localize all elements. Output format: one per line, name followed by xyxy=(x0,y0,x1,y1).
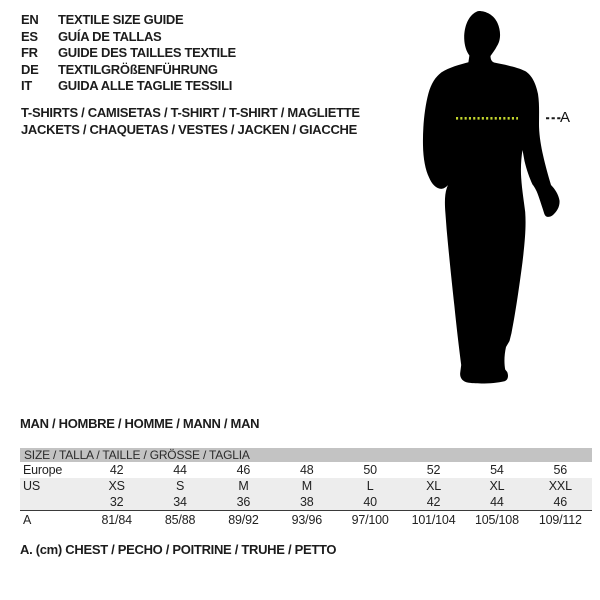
footnote-chest: A. (cm) CHEST / PECHO / POITRINE / TRUHE / PETTO xyxy=(20,542,337,557)
size-cell: 101/104 xyxy=(402,511,465,530)
size-cell: 56 xyxy=(553,463,568,477)
size-cell: XL xyxy=(402,478,465,494)
size-cell: 36 xyxy=(212,494,275,511)
size-cell: 109/112 xyxy=(529,511,592,530)
language-label: TEXTILGRÖßENFÜHRUNG xyxy=(58,61,218,77)
size-cell: M xyxy=(275,478,338,494)
size-cell: 48 xyxy=(300,463,314,477)
category-block xyxy=(21,104,360,138)
category-line-tshirts: T-SHIRTS / CAMISETAS / T-SHIRT / T-SHIRT / MAGLIETTE xyxy=(21,105,360,120)
size-cell: 105/108 xyxy=(465,511,528,530)
size-table-header: SIZE / TALLA / TAILLE / GRÖSSE / TAGLIA xyxy=(20,448,592,462)
size-table-wrap xyxy=(20,448,592,529)
language-row-fr xyxy=(21,45,236,62)
table-row-numeric xyxy=(20,494,592,511)
language-label: GUÍA DE TALLAS xyxy=(58,28,162,44)
man-silhouette xyxy=(408,0,578,400)
size-cell: M xyxy=(212,478,275,494)
size-cell: 42 xyxy=(109,463,124,477)
language-row-en xyxy=(21,12,236,29)
size-table-header-row xyxy=(20,448,592,462)
size-cell: S xyxy=(148,478,211,494)
size-cell: XS xyxy=(85,478,148,494)
language-row-it xyxy=(21,78,236,95)
size-cell: 46 xyxy=(236,463,251,477)
size-cell: 50 xyxy=(363,463,377,477)
size-cell: 40 xyxy=(339,494,402,511)
size-cell: 44 xyxy=(173,463,187,477)
row-label: US xyxy=(20,478,85,494)
language-label: GUIDA ALLE TAGLIE TESSILI xyxy=(58,78,233,94)
language-code: EN xyxy=(21,12,39,27)
size-cell: 81/84 xyxy=(85,511,148,530)
size-cell: 42 xyxy=(402,494,465,511)
size-cell: 54 xyxy=(490,463,504,477)
language-row-de xyxy=(21,62,236,79)
size-cell: L xyxy=(339,478,402,494)
silhouette-shape xyxy=(423,11,560,383)
language-code: IT xyxy=(21,78,32,94)
language-label: GUIDE DES TAILLES TEXTILE xyxy=(58,45,236,61)
size-table xyxy=(20,448,592,529)
row-label: Europe xyxy=(23,463,63,477)
language-legend xyxy=(21,12,236,95)
language-code: ES xyxy=(21,28,38,44)
size-cell: 93/96 xyxy=(275,511,338,530)
row-label: A xyxy=(20,511,85,530)
size-cell: XL xyxy=(465,478,528,494)
table-row-us xyxy=(20,478,592,494)
language-code: DE xyxy=(21,61,39,77)
language-code: FR xyxy=(21,45,38,61)
size-cell: 97/100 xyxy=(339,511,402,530)
row-label xyxy=(20,494,85,511)
size-cell: 32 xyxy=(85,494,148,511)
measure-label-a: A xyxy=(560,109,571,126)
size-cell: 46 xyxy=(529,494,592,511)
size-cell: 52 xyxy=(426,463,441,477)
table-row-europe xyxy=(20,462,592,478)
section-title-man: MAN / HOMBRE / HOMME / MANN / MAN xyxy=(20,416,260,431)
size-cell: 38 xyxy=(275,494,338,511)
language-label: TEXTILE SIZE GUIDE xyxy=(58,12,184,27)
size-cell: 44 xyxy=(465,494,528,511)
language-row-es xyxy=(21,29,236,46)
size-cell: 34 xyxy=(148,494,211,511)
size-cell: 85/88 xyxy=(148,511,211,530)
category-line-jackets: JACKETS / CHAQUETAS / VESTES / JACKEN / GIACCHE xyxy=(21,122,357,137)
size-cell: XXL xyxy=(529,478,592,494)
table-row-chest-cm xyxy=(20,511,592,530)
size-cell: 89/92 xyxy=(212,511,275,530)
